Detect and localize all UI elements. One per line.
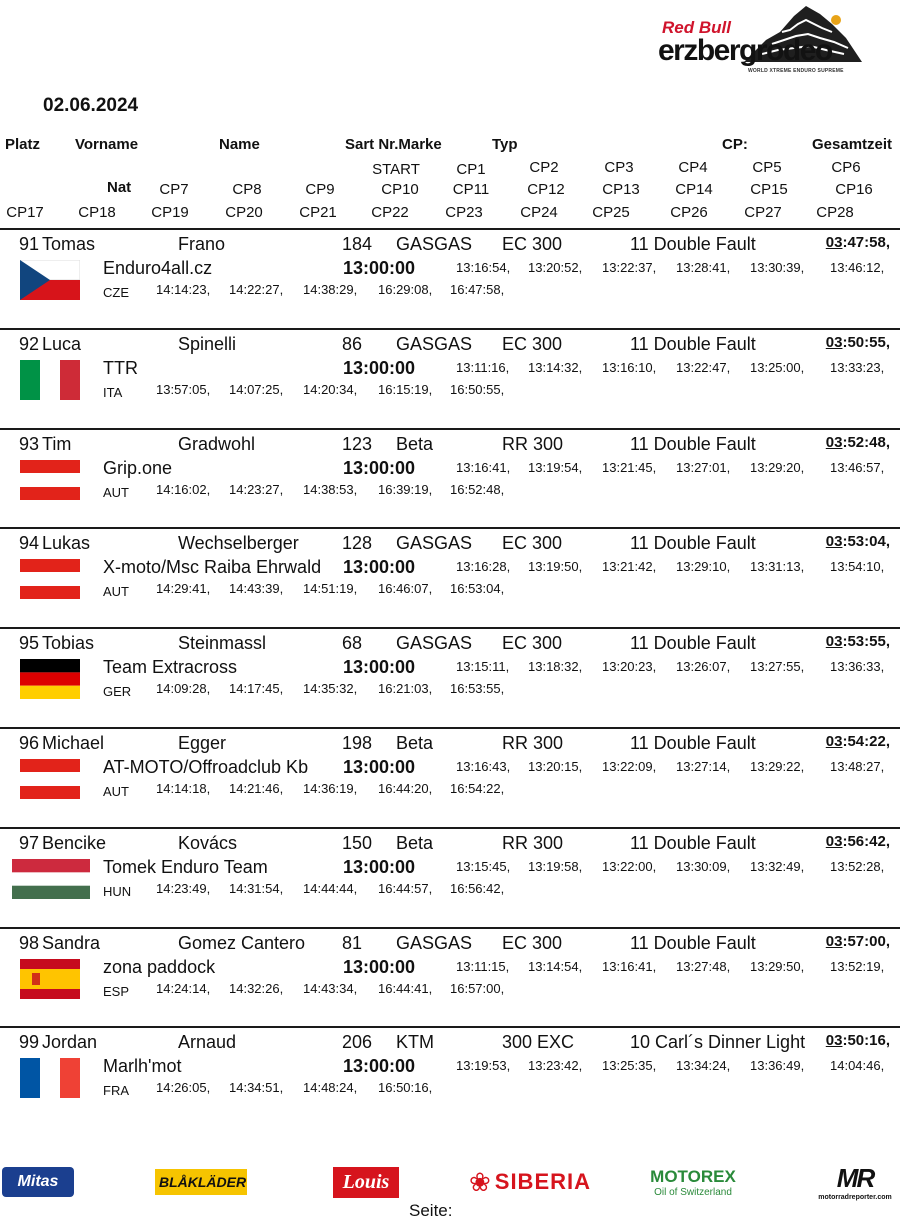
first-name: Luca	[42, 334, 82, 354]
checkpoint-time: 13:15:45,	[456, 859, 511, 874]
last-checkpoint: 10 Carl´s Dinner Light	[630, 1032, 806, 1052]
header-cp4: CP4	[678, 159, 708, 176]
header-startnr-marke: Sart Nr.Marke	[345, 136, 442, 153]
total-time-rest: :50:16,	[842, 1032, 890, 1049]
checkpoint-time: 13:22:47,	[676, 360, 731, 375]
checkpoint-time: 16:53:55,	[450, 681, 505, 696]
place: 96	[19, 733, 40, 753]
start-time: 13:00:00	[343, 458, 416, 478]
place: 94	[19, 533, 40, 553]
first-name: Bencike	[42, 833, 107, 853]
bike-model: RR 300	[502, 434, 564, 454]
header-cp20: CP20	[225, 204, 263, 221]
mr-logo-icon: MR	[836, 1163, 874, 1193]
nationality: AUT	[103, 784, 129, 799]
bike-model: EC 300	[502, 234, 563, 254]
header-cp27: CP27	[744, 204, 782, 221]
team-name: Team Extracross	[103, 657, 238, 677]
checkpoint-time: 13:48:27,	[830, 759, 885, 774]
checkpoint-time: 14:34:51,	[229, 1080, 284, 1095]
checkpoint-time: 14:04:46,	[830, 1058, 885, 1073]
checkpoint-time: 13:25:00,	[750, 360, 805, 375]
checkpoint-time: 14:23:49,	[156, 881, 211, 896]
last-name: Gradwohl	[178, 434, 256, 454]
checkpoint-time: 14:48:24,	[303, 1080, 358, 1095]
checkpoint-time: 14:32:26,	[229, 981, 284, 996]
total-time-hours: 03	[825, 1032, 843, 1049]
header-cp18: CP18	[78, 204, 116, 221]
team-name: Enduro4all.cz	[103, 258, 213, 278]
team-name: AT-MOTO/Offroadclub Kb	[103, 757, 309, 777]
last-name: Arnaud	[178, 1032, 237, 1052]
last-checkpoint: 11 Double Fault	[630, 833, 756, 853]
start-number: 68	[342, 633, 363, 653]
last-name: Steinmassl	[178, 633, 267, 653]
header-cp5: CP5	[752, 159, 782, 176]
checkpoint-time: 14:14:18,	[156, 781, 211, 796]
checkpoint-time: 14:44:44,	[303, 881, 358, 896]
start-number: 81	[342, 933, 363, 953]
checkpoint-time: 13:27:01,	[676, 460, 731, 475]
checkpoint-time: 14:14:23,	[156, 282, 211, 297]
checkpoint-time: 16:44:20,	[378, 781, 433, 796]
result-entry	[0, 629, 900, 729]
sponsor-blaklader-label: BLÅKLÄDER	[155, 1169, 247, 1195]
total-time-rest: :53:55,	[842, 633, 890, 650]
checkpoint-time: 13:36:49,	[750, 1058, 805, 1073]
last-checkpoint: 11 Double Fault	[630, 633, 756, 653]
checkpoint-time: 13:14:32,	[528, 360, 583, 375]
result-date: 02.06.2024	[43, 95, 139, 116]
header-cp11: CP11	[452, 181, 490, 198]
header-gesamtzeit: Gesamtzeit	[812, 136, 893, 153]
checkpoint-time: 13:16:41,	[602, 959, 657, 974]
bike-model: EC 300	[502, 933, 563, 953]
checkpoint-time: 13:16:28,	[456, 559, 511, 574]
checkpoint-time: 14:43:34,	[303, 981, 358, 996]
checkpoint-time: 13:11:16,	[456, 360, 510, 375]
checkpoint-time: 14:36:19,	[303, 781, 358, 796]
start-number: 128	[342, 533, 373, 553]
flag-austria-icon	[20, 759, 80, 799]
total-time-rest: :56:42,	[842, 833, 890, 850]
nationality: FRA	[103, 1083, 129, 1098]
flag-hungary-icon	[12, 859, 90, 899]
flag-austria-icon	[20, 460, 80, 500]
checkpoint-time: 16:50:16,	[378, 1080, 433, 1095]
sponsor-motorex	[645, 1162, 741, 1202]
last-name: Spinelli	[178, 334, 237, 354]
total-time	[826, 234, 890, 251]
flag-germany-icon	[20, 659, 80, 699]
bike-brand: GASGAS	[396, 334, 473, 354]
checkpoint-time: 13:19:53,	[456, 1058, 511, 1073]
total-time-rest: :52:48,	[842, 434, 890, 451]
place: 91	[19, 234, 40, 254]
checkpoint-time: 13:22:00,	[602, 859, 657, 874]
checkpoint-time: 13:23:42,	[528, 1058, 583, 1073]
header-cp12: CP12	[527, 181, 565, 198]
header-cp10: CP10	[381, 181, 419, 198]
checkpoint-time: 13:21:42,	[602, 559, 657, 574]
header-platz: Platz	[5, 136, 41, 153]
checkpoint-time: 13:52:28,	[830, 859, 885, 874]
team-name: X-moto/Msc Raiba Ehrwald	[103, 557, 322, 577]
start-number: 184	[342, 234, 373, 254]
total-time-hours: 03	[825, 633, 843, 650]
header-start: START	[372, 161, 420, 178]
nationality: ITA	[103, 385, 123, 400]
checkpoint-time: 13:46:57,	[830, 460, 885, 475]
checkpoint-time: 13:16:43,	[456, 759, 511, 774]
last-checkpoint: 11 Double Fault	[630, 533, 756, 553]
first-name: Tomas	[42, 234, 96, 254]
checkpoint-time: 14:09:28,	[156, 681, 211, 696]
checkpoint-time: 16:44:41,	[378, 981, 433, 996]
last-name: Frano	[178, 234, 226, 254]
total-time	[826, 633, 890, 650]
start-number: 86	[342, 334, 363, 354]
checkpoint-time: 13:19:54,	[528, 460, 583, 475]
header-name: Name	[219, 136, 260, 153]
total-time	[826, 933, 890, 950]
checkpoint-time: 13:27:55,	[750, 659, 805, 674]
nationality: GER	[103, 684, 132, 699]
last-checkpoint: 11 Double Fault	[630, 933, 756, 953]
team-name: zona paddock	[103, 957, 216, 977]
checkpoint-time: 13:25:35,	[602, 1058, 657, 1073]
checkpoint-time: 14:24:14,	[156, 981, 211, 996]
checkpoint-time: 13:19:50,	[528, 559, 583, 574]
first-name: Michael	[42, 733, 105, 753]
header-cp6: CP6	[831, 159, 861, 176]
flag-italy-icon	[20, 360, 80, 400]
checkpoint-time: 16:46:07,	[378, 581, 433, 596]
bike-brand: GASGAS	[396, 633, 473, 653]
checkpoint-time: 13:46:12,	[830, 260, 885, 275]
checkpoint-time: 13:19:58,	[528, 859, 583, 874]
header-cp17: CP17	[6, 204, 44, 221]
checkpoint-time: 13:29:10,	[676, 559, 731, 574]
checkpoint-time: 13:11:15,	[456, 959, 510, 974]
place: 93	[19, 434, 40, 454]
checkpoint-time: 13:21:45,	[602, 460, 657, 475]
last-name: Gomez Cantero	[178, 933, 306, 953]
checkpoint-time: 14:38:53,	[303, 482, 358, 497]
result-entry	[0, 330, 900, 430]
start-number: 206	[342, 1032, 373, 1052]
total-time	[826, 434, 890, 451]
total-time-hours: 03	[825, 533, 843, 550]
checkpoint-time: 14:07:25,	[229, 382, 284, 397]
checkpoint-time: 13:36:33,	[830, 659, 885, 674]
checkpoint-time: 14:35:32,	[303, 681, 358, 696]
header-cp3: CP3	[604, 159, 634, 176]
checkpoint-time: 13:54:10,	[830, 559, 885, 574]
start-time: 13:00:00	[343, 1056, 416, 1076]
bike-brand: GASGAS	[396, 933, 473, 953]
checkpoint-time: 16:21:03,	[378, 681, 433, 696]
team-name: Tomek Enduro Team	[103, 857, 268, 877]
checkpoint-time: 16:57:00,	[450, 981, 505, 996]
header-cp23: CP23	[445, 204, 483, 221]
total-time	[826, 334, 890, 351]
team-name: Grip.one	[103, 458, 173, 478]
header-cp1: CP1	[456, 161, 486, 178]
sponsor-motorradreporter	[812, 1162, 898, 1202]
bike-brand: GASGAS	[396, 234, 473, 254]
checkpoint-time: 14:43:39,	[229, 581, 284, 596]
checkpoint-time: 13:18:32,	[528, 659, 583, 674]
header-cp25: CP25	[592, 204, 630, 221]
checkpoint-time: 13:32:49,	[750, 859, 805, 874]
sponsor-siberia-label: SIBERIA	[494, 1169, 592, 1194]
start-time: 13:00:00	[343, 857, 416, 877]
checkpoint-time: 13:14:54,	[528, 959, 583, 974]
result-entry	[0, 729, 900, 829]
checkpoint-time: 14:29:41,	[156, 581, 211, 596]
nationality: AUT	[103, 485, 129, 500]
checkpoint-time: 13:16:10,	[602, 360, 657, 375]
start-time: 13:00:00	[343, 258, 416, 278]
erzbergrodeo-wordmark: erzbergrodeo	[658, 34, 832, 67]
bike-model: RR 300	[502, 733, 564, 753]
header-cp22: CP22	[371, 204, 409, 221]
start-number: 123	[342, 434, 373, 454]
checkpoint-time: 13:22:09,	[602, 759, 657, 774]
flag-austria-icon	[20, 559, 80, 599]
bike-brand: GASGAS	[396, 533, 473, 553]
nationality: ESP	[103, 984, 130, 999]
checkpoint-time: 14:20:34,	[303, 382, 358, 397]
header-cp8: CP8	[232, 181, 262, 198]
header-typ: Typ	[492, 136, 518, 153]
total-time-rest: :53:04,	[842, 533, 890, 550]
total-time-hours: 03	[825, 234, 843, 251]
checkpoint-time: 16:52:48,	[450, 482, 505, 497]
bike-model: EC 300	[502, 633, 563, 653]
place: 98	[19, 933, 40, 953]
total-time-rest: :50:55,	[842, 334, 890, 351]
checkpoint-time: 14:16:02,	[156, 482, 211, 497]
start-number: 150	[342, 833, 373, 853]
flag-spain-icon	[20, 959, 80, 999]
checkpoint-time: 13:57:05,	[156, 382, 211, 397]
total-time-rest: :47:58,	[842, 234, 890, 251]
header-cp9: CP9	[305, 181, 335, 198]
checkpoint-time: 13:30:39,	[750, 260, 805, 275]
nationality: CZE	[103, 285, 129, 300]
checkpoint-time: 13:26:07,	[676, 659, 731, 674]
sponsor-siberia	[464, 1162, 596, 1202]
redbull-wordmark: Red Bull	[662, 18, 731, 37]
start-number: 198	[342, 733, 373, 753]
header-cp19: CP19	[151, 204, 189, 221]
header-cp26: CP26	[670, 204, 708, 221]
tagline: WORLD XTREME ENDURO SUPREME	[748, 68, 844, 74]
bike-brand: KTM	[396, 1032, 434, 1052]
checkpoint-time: 13:29:20,	[750, 460, 805, 475]
checkpoint-time: 16:44:57,	[378, 881, 433, 896]
team-name: TTR	[103, 358, 138, 378]
place: 99	[19, 1032, 40, 1052]
result-entry	[0, 230, 900, 330]
bike-model: RR 300	[502, 833, 564, 853]
total-time	[826, 733, 890, 750]
total-time-hours: 03	[825, 933, 843, 950]
sponsor-motorex-sub: Oil of Switzerland	[654, 1186, 732, 1198]
checkpoint-time: 16:50:55,	[450, 382, 505, 397]
checkpoint-time: 13:16:41,	[456, 460, 511, 475]
first-name: Tobias	[42, 633, 95, 653]
header-cp16: CP16	[835, 181, 873, 198]
result-entry	[0, 430, 900, 530]
checkpoint-time: 13:34:24,	[676, 1058, 731, 1073]
checkpoint-time: 14:23:27,	[229, 482, 284, 497]
header-cp7: CP7	[159, 181, 189, 198]
checkpoint-time: 13:29:22,	[750, 759, 805, 774]
siberia-emblem-icon: ❀	[468, 1166, 491, 1197]
checkpoint-time: 13:27:14,	[676, 759, 731, 774]
header-cp15: CP15	[750, 181, 788, 198]
header-cp24: CP24	[520, 204, 558, 221]
checkpoint-time: 16:39:19,	[378, 482, 433, 497]
result-entry	[0, 929, 900, 1029]
nationality: AUT	[103, 584, 129, 599]
checkpoint-time: 16:47:58,	[450, 282, 505, 297]
flag-czech-icon	[20, 260, 80, 300]
last-name: Wechselberger	[178, 533, 299, 553]
checkpoint-time: 13:22:37,	[602, 260, 657, 275]
result-entry	[0, 1028, 900, 1128]
start-time: 13:00:00	[343, 557, 416, 577]
checkpoint-time: 13:20:15,	[528, 759, 583, 774]
last-checkpoint: 11 Double Fault	[630, 334, 756, 354]
last-name: Egger	[178, 733, 227, 753]
sponsor-louis-label: Louis	[333, 1167, 399, 1198]
sponsor-louis	[333, 1162, 399, 1202]
header-cp: CP:	[722, 136, 748, 153]
total-time-rest: :54:22,	[842, 733, 890, 750]
bike-brand: Beta	[396, 434, 434, 454]
bike-model: EC 300	[502, 533, 563, 553]
place: 92	[19, 334, 40, 354]
start-time: 13:00:00	[343, 757, 416, 777]
sponsor-blaklader	[155, 1162, 247, 1202]
sponsor-mitas	[2, 1162, 74, 1202]
total-time	[826, 833, 890, 850]
total-time	[826, 1032, 890, 1049]
first-name: Sandra	[42, 933, 101, 953]
checkpoint-time: 13:20:23,	[602, 659, 657, 674]
checkpoint-time: 13:15:11,	[456, 659, 510, 674]
checkpoint-time: 14:31:54,	[229, 881, 284, 896]
checkpoint-time: 13:27:48,	[676, 959, 731, 974]
header-cp2: CP2	[529, 159, 559, 176]
last-checkpoint: 11 Double Fault	[630, 733, 756, 753]
result-entry	[0, 529, 900, 629]
checkpoint-time: 13:29:50,	[750, 959, 805, 974]
last-name: Kovács	[178, 833, 238, 853]
place: 97	[19, 833, 40, 853]
checkpoint-time: 16:56:42,	[450, 881, 505, 896]
checkpoint-time: 14:21:46,	[229, 781, 284, 796]
team-name: Marlh'mot	[103, 1056, 182, 1076]
checkpoint-time: 16:54:22,	[450, 781, 505, 796]
last-checkpoint: 11 Double Fault	[630, 434, 756, 454]
total-time-hours: 03	[825, 334, 843, 351]
page-footer: Seite:	[409, 1201, 453, 1220]
sponsor-mitas-label: Mitas	[2, 1167, 74, 1197]
sponsor-motorex-label: MOTOREX	[650, 1166, 736, 1186]
first-name: Tim	[42, 434, 72, 454]
checkpoint-time: 13:16:54,	[456, 260, 511, 275]
checkpoint-time: 13:31:13,	[750, 559, 805, 574]
erzbergrodeo-logo	[652, 2, 874, 76]
checkpoint-time: 16:29:08,	[378, 282, 433, 297]
nationality: HUN	[103, 884, 132, 899]
checkpoint-time: 14:17:45,	[229, 681, 284, 696]
bike-model: 300 EXC	[502, 1032, 575, 1052]
header-cp21: CP21	[299, 204, 337, 221]
checkpoint-time: 13:33:23,	[830, 360, 885, 375]
start-time: 13:00:00	[343, 957, 416, 977]
last-checkpoint: 11 Double Fault	[630, 234, 756, 254]
start-time: 13:00:00	[343, 657, 416, 677]
bike-brand: Beta	[396, 833, 434, 853]
checkpoint-time: 16:15:19,	[378, 382, 433, 397]
checkpoint-time: 14:22:27,	[229, 282, 284, 297]
header-cp13: CP13	[602, 181, 640, 198]
first-name: Lukas	[42, 533, 91, 553]
first-name: Jordan	[42, 1032, 98, 1052]
checkpoint-time: 16:53:04,	[450, 581, 505, 596]
header-cp28: CP28	[816, 204, 854, 221]
place: 95	[19, 633, 40, 653]
start-time: 13:00:00	[343, 358, 416, 378]
checkpoint-time: 13:30:09,	[676, 859, 731, 874]
header-cp14: CP14	[675, 181, 713, 198]
result-entry	[0, 829, 900, 929]
bike-model: EC 300	[502, 334, 563, 354]
checkpoint-time: 13:28:41,	[676, 260, 731, 275]
flag-france-icon	[20, 1058, 80, 1098]
checkpoint-time: 14:51:19,	[303, 581, 358, 596]
total-time-hours: 03	[825, 733, 843, 750]
total-time	[826, 533, 890, 550]
header-vorname: Vorname	[75, 136, 139, 153]
checkpoint-time: 14:26:05,	[156, 1080, 211, 1095]
header-nat: Nat	[107, 179, 132, 196]
total-time-rest: :57:00,	[842, 933, 890, 950]
checkpoint-time: 13:20:52,	[528, 260, 583, 275]
total-time-hours: 03	[825, 434, 843, 451]
checkpoint-time: 14:38:29,	[303, 282, 358, 297]
checkpoint-time: 13:52:19,	[830, 959, 885, 974]
bike-brand: Beta	[396, 733, 434, 753]
total-time-hours: 03	[825, 833, 843, 850]
sponsor-motorradreporter-label: motorradreporter.com	[818, 1194, 892, 1201]
